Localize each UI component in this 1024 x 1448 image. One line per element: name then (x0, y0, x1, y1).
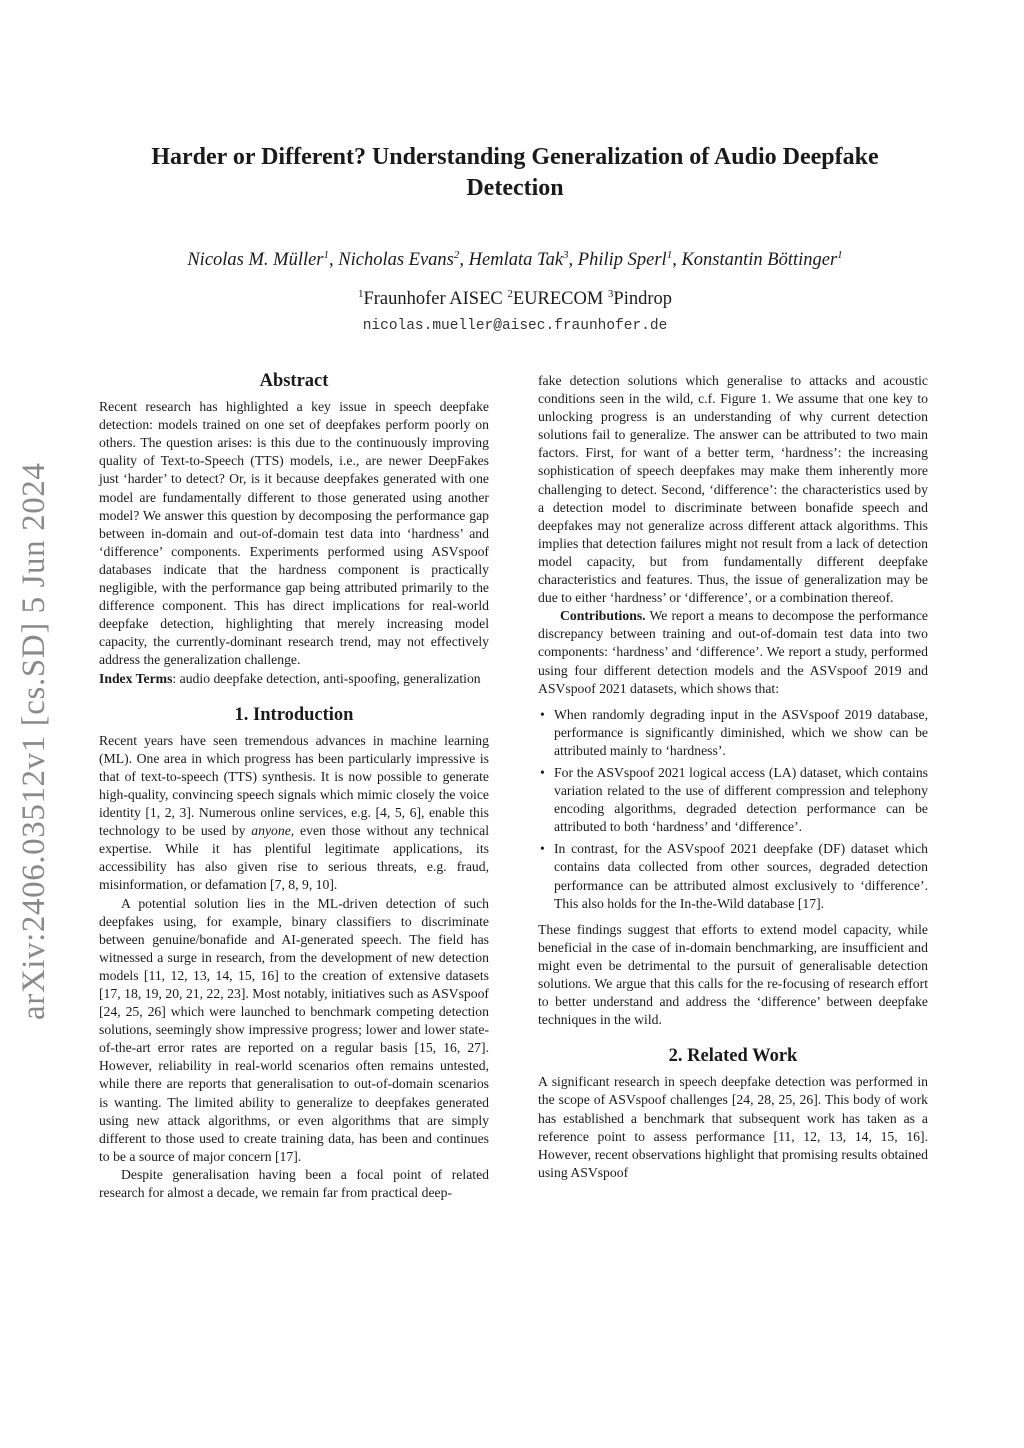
author-affil-mark: 1 (837, 248, 843, 261)
intro-paragraph-3: Despite generalisation having been a focal point of related research for almost a decade, we remain far from practical deep- (99, 1166, 489, 1201)
author-name: Nicolas M. Müller (187, 250, 324, 270)
affiliation: Fraunhofer AISEC (363, 289, 503, 309)
affiliation: Pindrop (613, 289, 673, 309)
contributions-list (538, 706, 928, 913)
list-item: • When randomly degrading input in the ASVspoof 2019 database, performance is significantly diminished, which we show can be attributed mainly to ‘hardness’. (538, 706, 928, 760)
section-heading-related-work: 2. Related Work (668, 1046, 798, 1067)
abstract-text: Recent research has highlighted a key issue in speech deepfake detection: models trained on one set of deepfakes perform poorly on others. The question arises: is this due to the continuously improving quality of Text-to-Speech (TTS) models, i.e., are newer DeepFakes just ‘harder’ to detect? Or, is it because deepfakes generated with one model are fundamentally different to those generated using another model? We answer this question by decomposing the performance gap between in-domain and out-of-domain test data into ‘hardness’ and ‘difference’ components. Experiments performed using ASVspoof databases indicate that the hardness component is practically negligible, with the performance gap being attributed primarily to the difference component. This has direct implications for real-world deepfake detection, highlighting that merely increasing model capacity, the currently-dominant research trend, may not effectively address the generalization challenge. (99, 399, 489, 668)
list-item: • In contrast, for the ASVspoof 2021 deepfake (DF) dataset which contains data collected from other sources, degraded detection performance can be attributed almost exclusively to ‘difference’. This also holds for the In-the-Wild database [17]. (538, 840, 928, 912)
author-name: Konstantin Böttinger (681, 250, 838, 270)
section-heading-introduction: 1. Introduction (234, 704, 354, 725)
author-affil-mark: 1 (323, 248, 330, 261)
author-name: Philip Sperl (577, 250, 667, 270)
affiliations: $^1$Fraunhofer AISEC $^2$EURECOM $^3$Pindrop (357, 287, 673, 309)
right-column (538, 372, 928, 1182)
left-column (99, 372, 489, 1202)
related-work-paragraph: A significant research in speech deepfake detection was performed in the scope of ASVspoof challenges [24, 28, 25, 26]. This body of work has established a benchmark that subsequent work has taken as a reference point to assess performance [11, 12, 13, 14, 15, 16]. However, recent observations highlight that promising results obtained using ASVspoof (538, 1074, 928, 1180)
author-affil-mark: 2 (453, 248, 460, 261)
author-affil-mark: 1 (666, 248, 673, 261)
author-name: Hemlata Tak (468, 250, 564, 270)
abstract-heading: Abstract (259, 371, 329, 391)
author-list: Nicolas M. Müller$^1$, Nicholas Evans$^2$, Hemlata Tak$^3$, Philip Sperl$^1$, Konstantin Böttinger$^1$ (187, 248, 843, 270)
intro-paragraph-2: A potential solution lies in the ML-driven detection of such deepfakes using, for example, binary classifiers to discriminate between genuine/bonafide and AI-generated speech. The field has witnessed a surge in research, from the development of new detection models [11, 12, 13, 14, 15, 16] to the creation of extensive datasets [17, 18, 19, 20, 21, 22, 23]. Most notably, initiatives such as ASVspoof [24, 25, 26] which were launched to benchmark competing detection solutions, seemingly show impressive progress; lower and lower state-of-the-art error rates are reported on a regular basis [15, 16, 27]. However, reliability in real-world scenarios often remains untested, while there are reports that generalisation to out-of-domain scenarios is wanting. The limited ability to generalize to deepfakes generated using new attack algorithms, or even algorithms that are simply different to those used to create training data, has been and continues to be a source of major concern [17]. (99, 895, 489, 1164)
paper-title: Harder or Different? Understanding Generalization of Audio Deepfake Detection (151, 144, 879, 201)
findings-paragraph: These findings suggest that efforts to extend model capacity, while beneficial in the case of in-domain benchmarking, are insufficient and might even be detrimental to the pursuit of generalisable detection solutions. We argue that this calls for the re-focusing of research effort to better understand and address the ‘difference’ between deepfake techniques in the wild. (538, 921, 928, 1028)
arxiv-identifier: arXiv:2406.03512v1 [cs.SD] 5 Jun 2024 (16, 462, 52, 1020)
intro-paragraph-1: Recent years have seen tremendous advances in machine learning (ML). One area in which progress has been particularly impressive is that of text-to-speech (TTS) synthesis. It is now possible to generate high-quality, convincing speech signals which mimic closely the voice identity [1, 2, 3]. Numerous online services, e.g. [4, 5, 6], enable this technology to be used by anyone, even those without any technical expertise. While it has plentiful legitimate applications, its accessibility has also given rise to serious threats, e.g. fraud, misinformation, or defamation [7, 8, 9, 10]. (99, 732, 489, 893)
list-item: • For the ASVspoof 2021 logical access (LA) dataset, which contains variation related to the use of different compression and telephony encoding algorithms, degraded detection performance can be attributed to both ‘hardness’ and ‘difference’. (538, 764, 928, 836)
author-name: Nicholas Evans (338, 250, 454, 270)
index-terms: Index Terms: audio deepfake detection, anti-spoofing, generalization (99, 670, 481, 686)
contact-email: nicolas.mueller@aisec.fraunhofer.de (362, 318, 668, 334)
intro-paragraph-continued: fake detection solutions which generalise to attacks and acoustic conditions seen in the wild, c.f. Figure 1. We assume that one key to unlocking progress is an understanding of why current detection solutions fail to generalize. The answer can be attributed to two main factors. First, for want of a better term, ‘hardness’: the increasing sophistication of speech deepfakes may make them inherently more challenging to detect. Second, ‘difference’: the characteristics used by a detection model to discriminate between bonafide speech and deepfakes may not generalize across different attack algorithms. This implies that detection failures might not result from a lack of detection model capacity, but from fundamentally different deepfake characteristics and features. Thus, the issue of generalization may be due to either ‘hardness’ or ‘difference’, or a combination thereof. (538, 373, 928, 606)
affiliation: EURECOM (512, 289, 604, 309)
author-affil-mark: 3 (563, 248, 569, 261)
contributions-paragraph: Contributions. We report a means to decompose the performance discrepancy between training and out-of-domain test data into two components: ‘hardness’ and ‘difference’. We report a study, performed using four different detection models and the ASVspoof 2019 and ASVspoof 2021 datasets, which shows that: (538, 608, 928, 696)
